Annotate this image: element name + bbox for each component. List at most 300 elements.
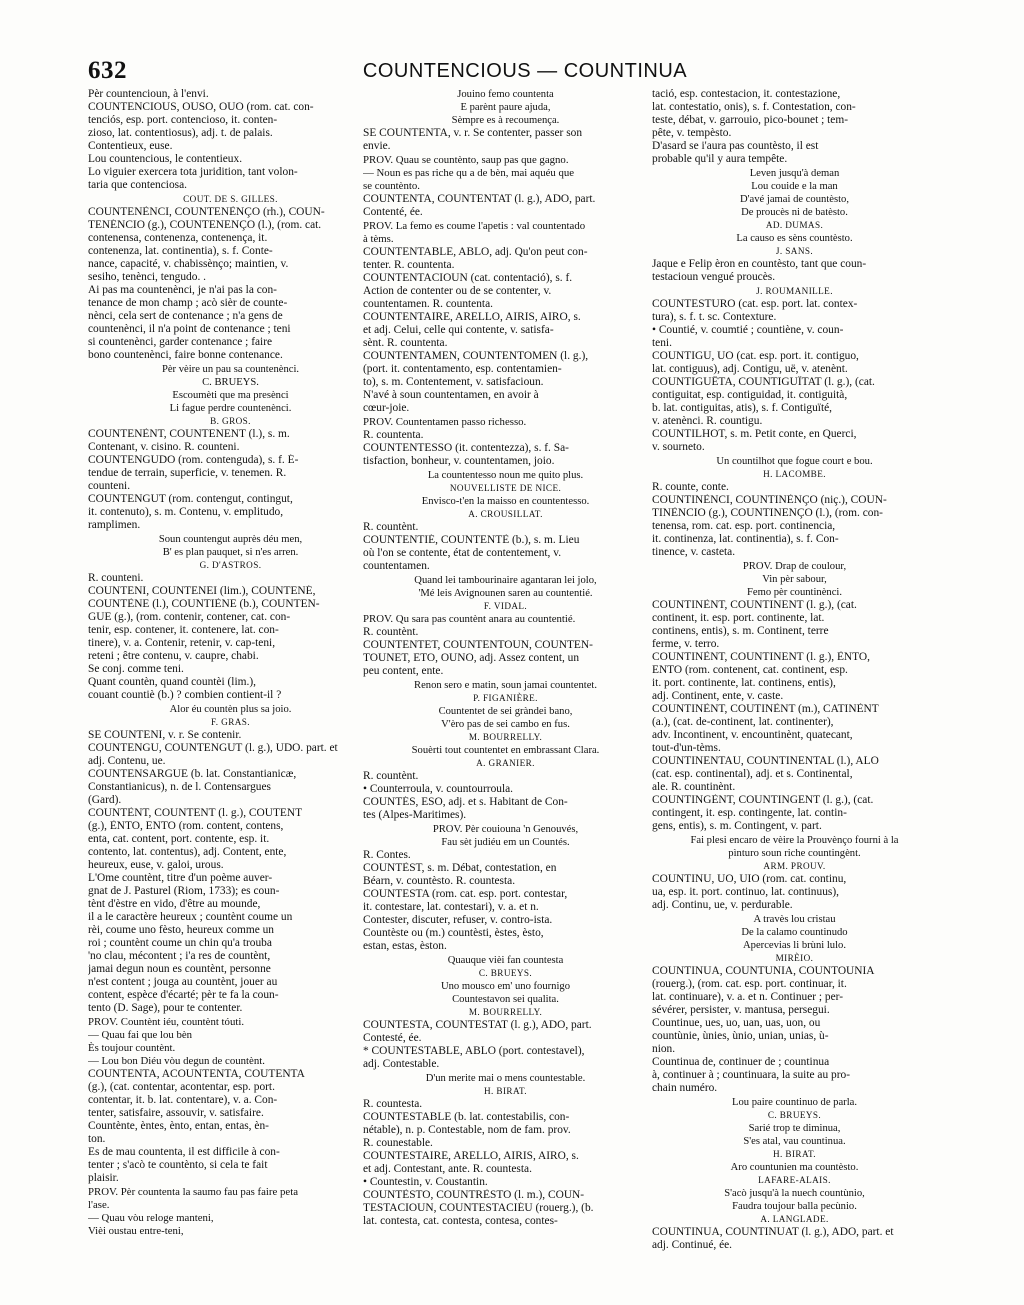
dictionary-entry [652, 88, 937, 166]
text-line: reteni ; être contenu, v. caupre, chabi. [88, 650, 259, 662]
text-line: Countentet de sei gràndei bano, [438, 706, 573, 717]
text-line: nance, capacité, v. chabissènço; maintien, v. [88, 258, 289, 270]
text-line: Countestavon sei qualita. [452, 994, 559, 1005]
text-line: Béarn, v. countèsto. R. countesta. [363, 875, 516, 887]
text-line: R. countènt. [363, 770, 419, 782]
dictionary-entry [88, 729, 373, 1015]
text-line: it. contenuto), s. m. Contenu, v. emplitudo, [88, 506, 284, 518]
text-line: tenensa, rom. cat. esp. port. continencia, [652, 520, 836, 532]
text-line: it. contestare, lat. contestari), v. a. et n. [363, 901, 539, 913]
text-line: chain numéro. [652, 1082, 718, 1094]
text-line: tento (D. Sage), pour te contenter. [88, 1002, 243, 1014]
text-line: PROV. Drap de coulour, [742, 561, 847, 572]
citation-source: NOUVELLISTE DE NICE. [449, 483, 562, 493]
text-line: 'no clau, mécontent ; i'a res de countènt, [88, 950, 271, 962]
text-line: S'es atal, vau countinua. [743, 1136, 846, 1147]
citation-source: J. ROUMANILLE. [756, 286, 833, 296]
citation-source: G. D'ASTROS. [199, 560, 262, 570]
verse-quotation [363, 744, 648, 757]
text-line: PROV. Qu sara pas countènt anara au countentié. [363, 613, 576, 625]
citation-source: F. GRAS. [211, 717, 250, 727]
text-line: bono countenènci, faire bonne contenance. [88, 349, 283, 361]
citation-source: AD. DUMAS. [765, 220, 824, 230]
text-line: se countènto. [363, 180, 420, 192]
column-left [88, 88, 373, 1238]
text-line: COUNTÉS, ESO, adj. et s. Habitant de Con- [363, 796, 568, 808]
text-line: Sèmpre es à recoumença. [451, 115, 560, 126]
text-line: contento, lat. contentus), adj. Content, ente, [88, 846, 287, 858]
text-line: Vièi oustau entre-teni, [88, 1225, 184, 1237]
text-line: tinence, v. casteta. [652, 546, 736, 558]
text-line: contenenza, lat. continentia), s. f. Conte- [88, 245, 273, 257]
text-line: COUNTENTESSO (it. contentezza), s. f. Sa- [363, 442, 569, 454]
text-line: R. counteni. [88, 572, 144, 584]
text-line: countùnie, ùnies, ùnio, unian, unias, ù- [652, 1030, 829, 1042]
text-line: COUNTINUA, COUNTINUAT (l. g.), ADO, part. et [652, 1226, 894, 1238]
text-line: COUNTENTIÉ, COUNTENTÈ (b.), s. m. Lieu [363, 534, 580, 546]
text-line: D'un merite mai o mens countestable. [425, 1073, 586, 1084]
text-line: tenance de mon champ ; acò sièr de counte- [88, 297, 288, 309]
text-line: Fai plesi encaro de vèire la Prouvènço fourni à la [690, 835, 899, 846]
text-line: COUNTESTURO (cat. esp. port. lat. contex- [652, 298, 858, 310]
dictionary-entry [88, 428, 373, 532]
text-line: gens, entis), s. m. Contingent, v. part. [652, 820, 822, 832]
text-line: SE COUNTENTA, v. r. Se contenter, passer son [363, 127, 583, 139]
text-line: Renon sero e matin, soun jamai countentet. [414, 680, 597, 691]
text-line: Contenté, ée. [363, 206, 423, 218]
verse-quotation [363, 1072, 648, 1085]
text-line: C. BRUEYS. [202, 377, 259, 388]
text-line: peu content, ente. [363, 665, 444, 677]
dictionary-entry [363, 521, 648, 573]
text-line: et adj. Contestant, ante. R. countesta. [363, 1163, 532, 1175]
citation-source: C. BRUEYS. [767, 1110, 822, 1120]
text-line: PROV. Countentamen passo richesso. [363, 416, 527, 428]
text-line: Escoumèti que ma presènci [172, 390, 289, 401]
text-line: nènci, cela sert de contenance ; n'a gens de [88, 310, 283, 322]
text-line: — Quau fai que lou bèn [88, 1029, 193, 1041]
text-line: — Lou bon Diéu vòu degun de countènt. [88, 1055, 265, 1067]
text-line: tació, esp. contestacion, it. contestazione, [652, 88, 841, 100]
text-line: N'avé à soun countentamen, en avoir à [363, 389, 539, 401]
text-line: l'ase. [88, 1199, 110, 1211]
text-line: tenter, satisfaire, assouvir, v. satisfaire. [88, 1107, 264, 1119]
text-line: Soun countengut auprès déu men, [158, 534, 303, 545]
citation-source: A. LANGLADE. [760, 1214, 829, 1224]
text-line: lat. contestatio, onis), s. f. Contestation, con- [652, 101, 856, 113]
text-line: PROV. La femo es coume l'apetis : val countentado [363, 220, 586, 232]
dictionary-entry [652, 873, 937, 912]
verse-quotation [88, 363, 373, 415]
text-line: R. countesta. [363, 1098, 423, 1110]
text-line: Quand lei tambourinaire agantaran lei jolo, [414, 575, 597, 586]
text-line: COUNTINENTAU, COUNTINENTAL (l.), ALO [652, 755, 879, 767]
dictionary-entry [88, 206, 373, 362]
proverb-block [363, 613, 648, 626]
text-line: E parènt paure ajuda, [460, 102, 551, 113]
verse-quotation [652, 1096, 937, 1109]
text-line: ua, esp. it. port. continuo, lat. continuus), [652, 886, 839, 898]
dictionary-entry [363, 429, 648, 468]
dictionary-entry [88, 1068, 373, 1185]
text-line: COUNTÈSTO, COUNTRÈSTO (l. m.), COUN- [363, 1189, 585, 1201]
text-line: PROV. Quau se countènto, saup pas que gagno. [363, 154, 569, 166]
text-line: (rouerg.), (rom. cat. esp. port. continuar, it. [652, 978, 847, 990]
text-line: La causo es sèns countèsto. [736, 233, 853, 244]
text-line: GUE (g.), (rom. contenir, contener, cat. con- [88, 611, 291, 623]
running-title: COUNTENCIOUS — COUNTINUA [362, 60, 688, 82]
text-line: to), s. m. Contentement, v. satisfacioun. [363, 376, 544, 388]
proverb-block [363, 416, 648, 429]
text-line: tenciós, esp. port. contencioso, it. conten- [88, 114, 278, 126]
text-line: 'Mé leis Avignounen saren au countentié. [418, 588, 593, 599]
text-line: Fau sèt judiéu em un Countés. [441, 837, 570, 848]
text-line: lat. continuare), v. a. et n. Continuer ; per- [652, 991, 844, 1003]
text-line: COUNTENTAMEN, COUNTENTOMEN (l. g.), [363, 350, 589, 362]
text-line: Lou couide e la man [751, 181, 838, 192]
text-line: sènt. R. countenta. [363, 337, 448, 349]
citation-source: A. GRANIER. [476, 758, 535, 768]
dictionary-entry [652, 965, 937, 1095]
text-line: Jouino femo countenta [457, 89, 554, 100]
text-line: tura), s. f. t. sc. Contexture. [652, 311, 777, 323]
text-line: Lou countencious, le contentieux. [88, 153, 243, 165]
dictionary-entry [363, 626, 648, 678]
verse-quotation [363, 88, 648, 127]
text-line: V'èro pas de sei cambo en fus. [441, 719, 570, 730]
text-line: heureux, euse, v. galoi, urous. [88, 859, 224, 871]
text-line: probable qu'il y aura tempête. [652, 153, 788, 165]
verse-quotation [652, 167, 937, 219]
verse-quotation [363, 954, 648, 967]
text-line: b. lat. contiguitas, atis), s. f. Contiguïté, [652, 402, 833, 414]
text-line: v. atenènci. R. countigu. [652, 415, 763, 427]
text-line: nétable), n. p. Contestable, nom de fam. prov. [363, 1124, 571, 1136]
text-line: adj. Continent, ente, v. caste. [652, 690, 784, 702]
text-line: estan, estas, èston. [363, 940, 447, 952]
dictionary-entry [363, 1019, 648, 1071]
citation-source: MIRÈIO. [775, 953, 814, 963]
text-line: COUNTÈNT, COUNTENT (l. g.), COUTENT [88, 807, 303, 819]
text-line: testacioun vengué proucès. [652, 271, 776, 283]
text-line: (a.), (cat. de-continent, lat. continenter), [652, 716, 834, 728]
text-line: COUNTINGÈNT, COUNTINGENT (l. g.), (cat. [652, 794, 874, 806]
citation-source: ARM. PROUV. [763, 861, 826, 871]
proverb-block [88, 1186, 373, 1238]
text-line: COUNTINÈNT, COUNTINENT (l. g.), ÈNTO, [652, 651, 870, 663]
verse-quotation [363, 469, 648, 482]
text-line: L'Ome countènt, titre d'un poème auver- [88, 872, 273, 884]
text-line: tes (Alpes-Maritimes). [363, 809, 467, 821]
text-line: D'avé jamai de countèsto, [740, 194, 849, 205]
text-line: adv. Incontinent, v. encountinènt, quatecant, [652, 729, 853, 741]
verse-quotation [363, 980, 648, 1006]
text-line: et adj. Celui, celle qui contente, v. satisfa- [363, 324, 554, 336]
text-line: Es de mau countenta, il est difficile à con- [88, 1146, 280, 1158]
dictionary-entry [363, 849, 648, 953]
text-line: adj. Continué, ée. [652, 1239, 733, 1251]
text-line: Se conj. comme teni. [88, 663, 184, 675]
text-line: à, continuer à ; countinuara, la suite au pro- [652, 1069, 850, 1081]
text-line: nion. [652, 1043, 676, 1055]
verse-quotation [88, 703, 373, 716]
column-right [652, 88, 937, 1253]
text-line: COUNTENÈNT, COUNTENENT (l.), s. m. [88, 428, 290, 440]
text-line: Quant countèn, quand countèi (lim.), [88, 676, 256, 688]
text-line: ENTO (rom. contenent, cat. continent, esp. [652, 664, 848, 676]
verse-quotation [652, 1161, 937, 1174]
text-line: pête, v. tempèsto. [652, 127, 732, 139]
dictionary-entry [88, 572, 373, 702]
text-line: où l'on se contente, état de contentement, v. [363, 547, 562, 559]
citation-source: H. LACOMBE. [763, 469, 826, 479]
text-line: • Countié, v. coumtié ; countiène, v. coun- [652, 324, 844, 336]
text-line: Uno mousco em' uno fournigo [440, 981, 571, 992]
text-line: De proucès ni de batèsto. [741, 207, 848, 218]
text-line: R. counestable. [363, 1137, 433, 1149]
text-line: COUNTENTA, COUNTENTAT (l. g.), ADO, part. [363, 193, 596, 205]
citation-source: J. SANS. [775, 246, 814, 256]
text-line: ton. [88, 1133, 106, 1145]
verse-quotation [652, 232, 937, 245]
text-line: taria que contenciosa. [88, 179, 187, 191]
text-line: — Noun es pas riche qu a de bèn, mai aquéu que [363, 167, 575, 179]
citation-source: H. BIRAT. [773, 1149, 816, 1159]
verse-quotation [363, 495, 648, 508]
text-line: à tèms. [363, 233, 394, 245]
text-line: • Counterroula, v. countourroula. [363, 783, 514, 795]
text-line: COUNTINÈNT, COUNTINENT (l. g.), (cat. [652, 599, 857, 611]
text-line: Contesté, ée. [363, 1032, 422, 1044]
text-line: R. countenta. [363, 429, 424, 441]
text-line: SE COUNTENI, v. r. Se contenir. [88, 729, 242, 741]
text-line: Apercevias li brùni lulo. [743, 940, 846, 951]
text-line: (g.), ÈNTO, ENTO (rom. content, contens, [88, 820, 284, 832]
text-line: Souèrti tout countentet en embrassant Clara. [411, 745, 600, 756]
dictionary-entry [363, 770, 648, 822]
text-line: (Gard). [88, 794, 122, 806]
text-line: Aro countunien ma countèsto. [730, 1162, 859, 1173]
text-line: Pèr countencioun, à l'envi. [88, 88, 209, 100]
text-line: R. countènt. [363, 521, 419, 533]
text-line: Countinue, ues, uo, uan, uas, uon, ou [652, 1017, 821, 1029]
verse-quotation [652, 913, 937, 952]
text-line: tenter. R. countenta. [363, 259, 455, 271]
text-line: COUNTINUA, COUNTUNIA, COUNTOUNIA [652, 965, 875, 977]
text-line: COUNTILHOT, s. m. Petit conte, en Querci, [652, 428, 857, 440]
text-line: il a le caractère heureux ; countènt coume un [88, 911, 293, 923]
text-line: COUNTESTABLE (b. lat. contestabilis, con- [363, 1111, 570, 1123]
dictionary-entry [652, 1226, 937, 1252]
citation-source: C. BRUEYS. [478, 968, 533, 978]
text-line: Alor éu countèn plus sa joio. [169, 704, 292, 715]
dictionary-entry [652, 481, 937, 559]
text-line: Lo viguier exercera tota juridition, tant volon- [88, 166, 298, 178]
dictionary-entry [363, 193, 648, 219]
citation-source: F. VIDAL. [483, 601, 528, 611]
dictionary-entry [363, 127, 648, 153]
text-line: countenènci, il n'a point de contenance ; teni [88, 323, 291, 335]
text-line: R. counte, conte. [652, 481, 729, 493]
text-line: PROV. Countènt iéu, countènt tóuti. [88, 1016, 245, 1028]
proverb-block [88, 1016, 373, 1068]
text-line: COUNTENGUT (rom. contengut, contingut, [88, 493, 293, 505]
text-line: TESTACIOUN, COUNTESTACIÉU (rouerg.), (b. [363, 1202, 594, 1214]
text-line: zioso, lat. contentiosus), adj. t. de palais. [88, 127, 273, 139]
text-line: si countenènci, garder contenance ; faire [88, 336, 273, 348]
text-line: contenensa, contenenza, contenença, it. [88, 232, 268, 244]
verse-quotation [652, 1122, 937, 1148]
text-line: countentamen. R. countenta. [363, 298, 494, 310]
text-line: COUNTENTA, ACOUNTENTA, COUTENTA [88, 1068, 305, 1080]
text-line: COUNTIGU, UO (cat. esp. port. it. contiguo, [652, 350, 859, 362]
text-line: COUNTENI, COUNTENEI (lim.), COUNTENÉ, [88, 585, 316, 597]
text-line: v. sourneto. [652, 441, 705, 453]
text-line: COUNTENÈNCI, COUNTENÈNÇO (rh.), COUN- [88, 206, 325, 218]
citation-source: M. BOURRELLY. [468, 1007, 543, 1017]
text-line: COUNTESTA (rom. cat. esp. port. contestar, [363, 888, 568, 900]
verse-quotation [88, 533, 373, 559]
text-line: R. countènt. [363, 626, 419, 638]
text-line: countentamen. [363, 560, 430, 572]
dictionary-entry [652, 599, 937, 833]
text-line: counteni. [88, 480, 131, 492]
proverb-block [363, 154, 648, 193]
text-line: envie. [363, 140, 391, 152]
text-line: teni. [652, 337, 672, 349]
verse-quotation [652, 1187, 937, 1213]
text-line: Ès toujour countènt. [88, 1042, 176, 1054]
text-line: Contenant, v. cisino. R. counteni. [88, 441, 240, 453]
text-line: Countènte, èntes, ènto, entan, entas, èn- [88, 1120, 269, 1132]
text-line: lat. contesta, cat. contesta, contesa, contes- [363, 1215, 558, 1227]
text-line: S'acò jusqu'à la nuech countùnio, [724, 1188, 865, 1199]
verse-quotation [652, 455, 937, 468]
text-line: (port. it. contentamento, esp. contentamien- [363, 363, 562, 375]
text-line: plaisir. [88, 1172, 119, 1184]
text-line: Constantianicus), n. de l. Contensargues [88, 781, 271, 793]
text-line: Contester, discuter, refuser, v. contro-ista. [363, 914, 553, 926]
citation-source: H. BIRAT. [484, 1086, 527, 1096]
page-number: 632 [88, 57, 127, 84]
text-line: (g.), (cat. contentar, acontentar, esp. port. [88, 1081, 275, 1093]
text-line: jamai degun noun es countènt, personne [88, 963, 271, 975]
text-line: contingent, it. esp. contingente, lat. contin- [652, 807, 847, 819]
text-line: contiguitat, esp. contiguidad, it. contiguità, [652, 389, 848, 401]
text-line: sesiho, tenènci, tengudo. . [88, 271, 206, 283]
citation-source: A. CROUSILLAT. [468, 509, 543, 519]
text-line: COUNTESTAIRE, ARELLO, AIRIS, AIRO, s. [363, 1150, 579, 1162]
text-line: pìnturo soun riche countingènt. [728, 848, 861, 859]
text-line: Faudra toujour balla pecùnio. [732, 1201, 857, 1212]
citation-source: B. GROS. [210, 416, 251, 426]
text-line: it. continenza, lat. continentia), s. f. Con- [652, 533, 839, 545]
text-line: Pèr vèire un pau sa countenènci. [161, 364, 300, 375]
text-line: D'asard se i'aura pas countèsto, il est [652, 140, 819, 152]
text-line: tenter ; s'acò te countènto, si cela te fait [88, 1159, 268, 1171]
text-line: COUNTENTAIRE, ARELLO, AIRIS, AIRO, s. [363, 311, 581, 323]
text-line: tinere), v. a. Contenir, retenir, v. cap-teni, [88, 637, 276, 649]
text-line: tènt d'èstre en vido, d'être au mounde, [88, 898, 261, 910]
verse-quotation [652, 834, 937, 860]
citation-source: P. FIGANIÈRE. [473, 693, 538, 703]
text-line: Envisco-t'en la maisso en countentesso. [421, 496, 590, 507]
dictionary-entry [652, 258, 937, 284]
citation-source: COUT. DE S. GILLES. [183, 194, 278, 204]
text-line: ferme, v. terro. [652, 638, 720, 650]
text-line: Action de contenter ou de se contenter, v. [363, 285, 552, 297]
text-line: Jaque e Felip èron en countèsto, tant que coun- [652, 258, 867, 270]
text-line: n'est content ; jouga au countènt, jouer au [88, 976, 278, 988]
text-line: adj. Contenu, ue. [88, 755, 166, 767]
citation-source: M. BOURRELLY. [468, 732, 543, 742]
text-line: De la calamo countinudo [741, 927, 848, 938]
text-line: Countèste ou (m.) countèsti, èstes, èsto, [363, 927, 544, 939]
text-line: B' es plan pauquet, si n'es arren. [162, 547, 299, 558]
verse-quotation [363, 574, 648, 600]
text-line: * COUNTESTABLE, ABLO (port. contestavel), [363, 1045, 585, 1057]
text-line: ramplimen. [88, 519, 141, 531]
text-line: Li fague perdre countenènci. [169, 403, 292, 414]
text-line: TENÉNCIO (g.), COUNTENENÇO (l.), (rom. cat. [88, 219, 322, 231]
text-line: COUNTINÈNCI, COUNTINÈNÇO (niç.), COUN- [652, 494, 887, 506]
text-line: Sarié trop te diminua, [748, 1123, 841, 1134]
dictionary-entry [363, 1098, 648, 1228]
text-line: COUNTÈNE (l.), COUNTIÈNE (b.), COUNTEN- [88, 598, 320, 610]
text-line: A travès lou cristau [753, 914, 836, 925]
text-line: COUNTESTA, COUNTESTAT (l. g.), ADO, part. [363, 1019, 592, 1031]
text-line: Countinua de, continuer de ; countinua [652, 1056, 830, 1068]
text-line: (cat. esp. continental), adj. et s. Continental, [652, 768, 853, 780]
dictionary-entry [363, 246, 648, 415]
text-line: COUNTENGUDO (rom. contenguda), s. f. É- [88, 454, 299, 466]
text-line: Leven jusqu'à deman [749, 168, 840, 179]
verse-quotation [363, 823, 648, 849]
text-line: continens, entis), s. m. Continent, terre [652, 625, 829, 637]
text-line: COUNTENSARGUE (b. lat. Constantianicæ, [88, 768, 297, 780]
text-line: COUNTINU, UO, UIO (rom. cat. continu, [652, 873, 847, 885]
text-line: cœur-joie. [363, 402, 410, 414]
text-line: COUNTIGUËTA, COUNTIGUÏTAT (l. g.), (cat. [652, 376, 875, 388]
text-line: • Countestin, v. Coustantin. [363, 1176, 488, 1188]
verse-quotation [652, 560, 937, 599]
text-line: COUNTÈST, s. m. Débat, contestation, en [363, 862, 557, 874]
text-line: COUNTENTET, COUNTENTOUN, COUNTEN- [363, 639, 593, 651]
text-line: sévérer, persister, v. mantusa, persegui. [652, 1004, 830, 1016]
text-line: TOUNET, ETO, OUNO, adj. Assez content, un [363, 652, 580, 664]
text-line: adj. Continu, ue, v. perdurable. [652, 899, 793, 911]
dictionary-entry [652, 298, 937, 454]
text-line: tisfaction, bonheur, v. countentamen, joio. [363, 455, 555, 467]
text-line: it. port. continente, lat. continens, entis), [652, 677, 836, 689]
verse-quotation [363, 679, 648, 692]
text-line: enta, cat. content, port. contente, esp. it. [88, 833, 270, 845]
dictionary-entry [88, 88, 373, 192]
citation-source: LAFARE-ALAIS. [758, 1175, 831, 1185]
text-line: Quauque vièi fan countesta [447, 955, 564, 966]
text-line: TINÈNCIO (g.), COUNTINENÇO (l.), (rom. con- [652, 507, 883, 519]
text-line: — Quau vòu reloge manteni, [88, 1212, 214, 1224]
column-middle [363, 88, 648, 1229]
text-line: La countentesso noun me quito plus. [427, 470, 584, 481]
text-line: roi ; countènt coume un chin qu'a trouba [88, 937, 272, 949]
text-line: COUNTENTACIOUN (cat. contentació), s. f. [363, 272, 573, 284]
text-line: PROV. Pèr couiouna 'n Genouvés, [432, 824, 579, 835]
verse-quotation [363, 705, 648, 731]
text-line: Femo pèr countinènci. [746, 587, 843, 598]
text-line: tout-d'un-tèms. [652, 742, 721, 754]
text-line: couant countiè (b.) ? combien contient-il ? [88, 689, 282, 701]
